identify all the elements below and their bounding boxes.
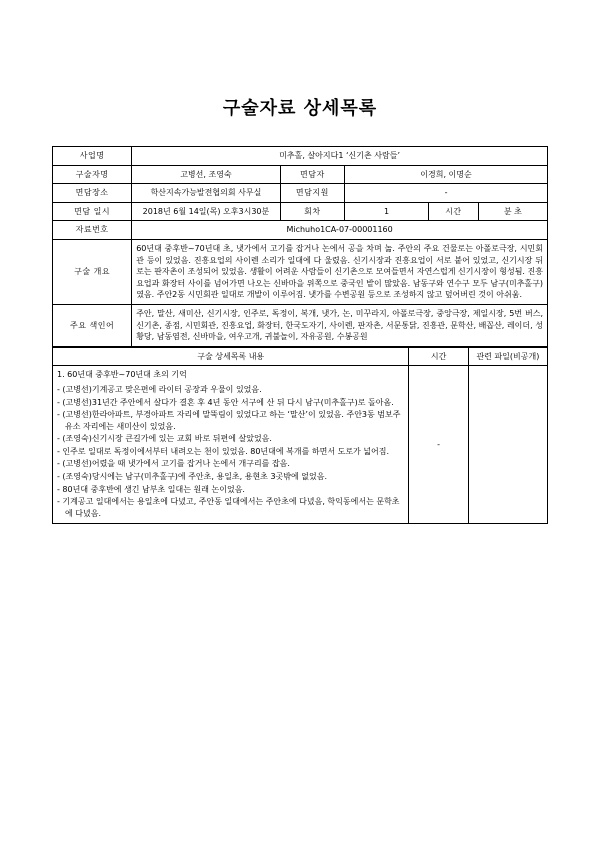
- support-label: 면담지원: [280, 184, 344, 203]
- list-item: - (고병선)31년간 주안에서 살다가 결혼 후 4년 동안 서구에 산 뒤 다시 남구(미추홀구)로 돌아옴.: [57, 397, 394, 407]
- detail-file-cell: [468, 366, 547, 524]
- interviewer-label: 면담자: [280, 165, 344, 184]
- interviewer-value: 이경희, 이명순: [345, 165, 548, 184]
- docnum-label: 자료번호: [53, 221, 132, 240]
- page-title: 구술자료 상세목록: [222, 98, 378, 119]
- list-item: - (고병선)어렸을 때 냇가에서 고기를 잡거나 논에서 개구리를 잡음.: [57, 459, 290, 469]
- table-row: [53, 202, 548, 221]
- summary-label: 구술 개요: [53, 239, 132, 304]
- date-label: 면담 일시: [53, 202, 132, 221]
- table-row: [53, 366, 548, 524]
- session-value: 1: [345, 202, 429, 221]
- place-value: 학산지속가능발전협의회 사무실: [132, 184, 281, 203]
- session-label: 회차: [280, 202, 344, 221]
- narrator-value: 고병선, 조영숙: [132, 165, 281, 184]
- metadata-table: [52, 146, 548, 347]
- list-item: - (조영숙)신기시장 큰길가에 있는 교회 바로 뒤편에 살았었음.: [57, 434, 272, 444]
- table-row: [53, 304, 548, 346]
- keywords-label: 주요 색인어: [53, 304, 132, 346]
- detail-content-cell: [53, 366, 409, 524]
- col-header-file: 관련 파일(비공개): [468, 347, 547, 366]
- project-label: 사업명: [53, 147, 132, 166]
- col-header-detail: 구술 상세목록 내용: [53, 347, 409, 366]
- date-value: 2018년 6월 14일(목) 오후3시30분: [132, 202, 281, 221]
- list-item: - (고병선)기계공고 맞은편에 라이터 공장과 우물이 있었음.: [57, 384, 262, 394]
- support-value: -: [345, 184, 548, 203]
- col-header-time: 시간: [409, 347, 468, 366]
- place-label: 면담장소: [53, 184, 132, 203]
- list-item: - (고병선)한라아파트, 부경아파트 자리에 말뚝림이 있었다고 하는 ‘말산’이 있었음. 주안3동 범보주유소 자리에는 새미산이 있었음.: [57, 410, 401, 431]
- detail-item-list: [57, 384, 404, 520]
- duration-value: 분 초: [478, 202, 547, 221]
- table-row: [53, 221, 548, 240]
- docnum-value: Michuho1CA-07-00001160: [132, 221, 548, 240]
- table-row: [53, 165, 548, 184]
- list-item: - (조영숙)당시에는 남구(미추홀구)에 주안초, 용일초, 용현초 3곳밖에 없었음.: [57, 472, 327, 482]
- list-item: - 기계공고 일대에서는 용일초에 다녔고, 주안동 일대에서는 주안초에 다녔음, 학익동에서는 문학초에 다녔음.: [57, 497, 400, 518]
- table-row: [53, 184, 548, 203]
- detail-time-cell: -: [409, 366, 468, 524]
- duration-label: 시간: [429, 202, 479, 221]
- table-header-row: [53, 347, 548, 366]
- summary-value: 60년대 중후반~70년대 초, 냇가에서 고기를 잡거나 논에서 공을 차며 놂. 주안의 주요 건물로는 아폴로극장, 시민회관 등이 있었음. 진흥요업의 사이렌 소리가 일대에 다 울렸음. 신기시장과 진흥요업이 서로 붙어 있었고, 신기시장 뒤로는 판자촌이 조성되어 있었음. 생활이 어려운 사람들이 신기촌으로 모여들면서 자연스럽게 신기시장이 형성됨. 진흥요업과 화장터 사이를 넘어가면 나오는 신바마을 위쪽으로 중국인 밭이 많았음. 남동구와 연수구 모두 남구(미추홀구)였음. 주안2동 시민회관 일대로 개발이 이루어짐. 냇가를 수변공원 등으로 조성하지 않고 덮어버린 것이 아쉬움.: [132, 239, 548, 304]
- list-item: - 80년대 중후반에 생긴 남부초 일대는 원래 논이었음.: [57, 484, 245, 494]
- narrator-label: 구술자명: [53, 165, 132, 184]
- list-item: - 인주로 일대로 독정이에서부터 내려오는 천이 있었음. 80년대에 복개를 하면서 도로가 넓어짐.: [57, 446, 390, 456]
- detail-table: [52, 347, 548, 525]
- project-value: 미추홀, 살아지다1 ‘신기촌 사람들’: [132, 147, 548, 166]
- table-row: [53, 239, 548, 304]
- keywords-value: 주안, 말산, 새미산, 신기시장, 인주로, 독정이, 복개, 냇가, 논, 미꾸라지, 아폴로극장, 중앙극장, 제일시장, 5번 버스, 신기촌, 종점, 시민회관, 진흥요업, 화장터, 한국도자기, 사이렌, 판자촌, 서문통닭, 진흥관, 문학산, 배꼽산, 레이더, 성황당, 남동염전, 신바마을, 여우고개, 귀불놀이, 자유공원, 수봉공원: [132, 304, 548, 346]
- table-row: [53, 147, 548, 166]
- detail-section-title: 1. 60년대 중후반~70년대 초의 기억: [57, 370, 187, 380]
